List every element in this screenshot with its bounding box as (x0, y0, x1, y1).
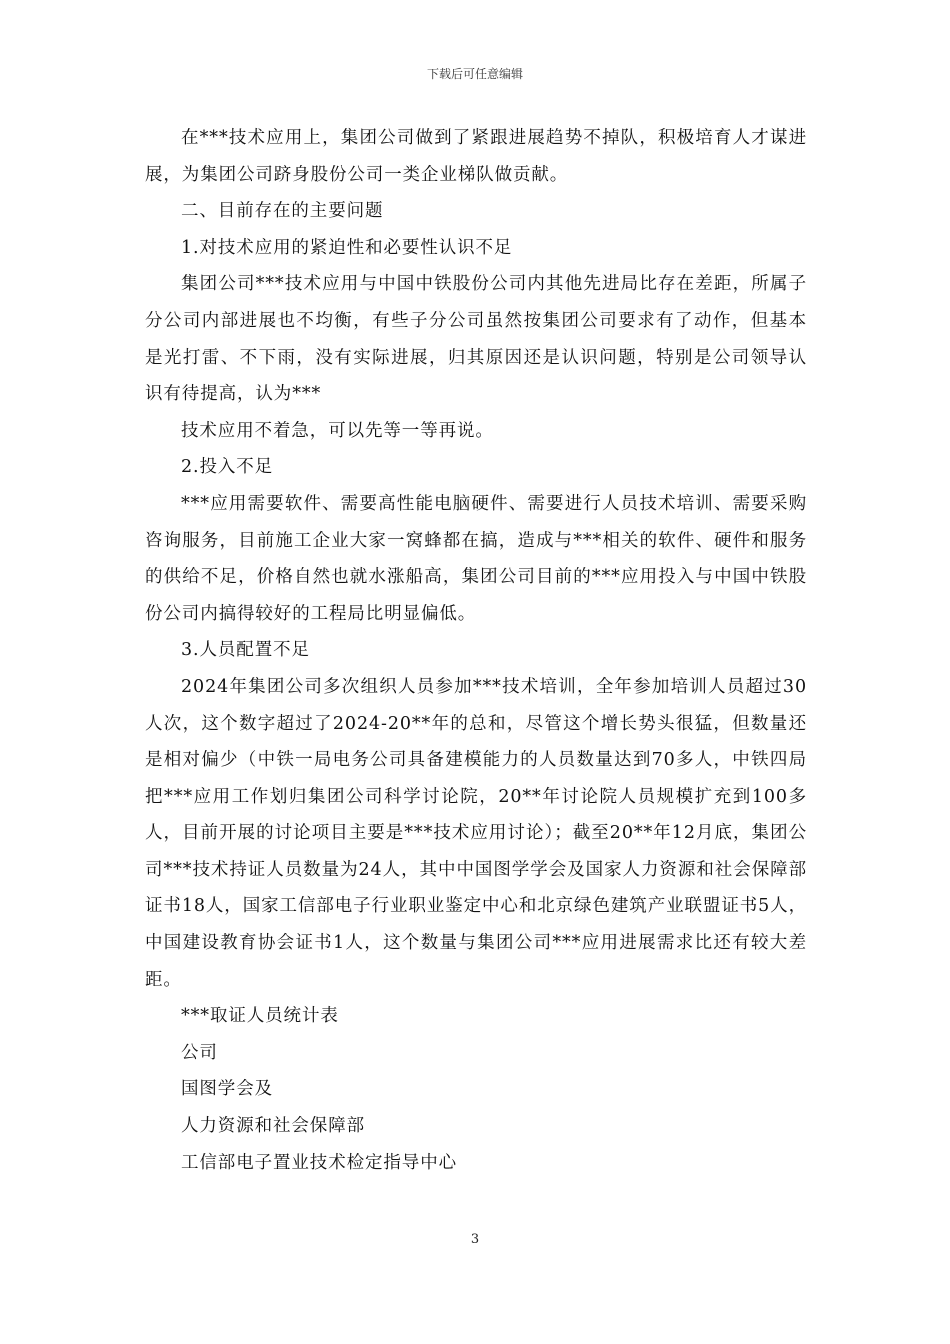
section-heading-problems: 二、目前存在的主要问题 (181, 201, 384, 222)
paragraph-awareness: 集团公司***技术应用与中国中铁股份公司内其他先进局比存在差距，所属子分公司内部进展也不均衡，有些子分公司虽然按集团公司要求有了动作，但基本是光打雷、不下雨，没有实际进展，归其原因还是认识问题，特别是公司领导认识有待提高，认为*** (145, 274, 807, 405)
page-number: 3 (470, 1232, 480, 1247)
subheading-awareness: 1.对技术应用的紧迫性和必要性认识不足 (181, 237, 513, 258)
table-caption: ***取证人员统计表 (181, 1006, 339, 1027)
paragraph-awareness-cont: 技术应用不着急，可以先等一等再说。 (181, 420, 494, 441)
table-header-graphics-society: 国图学会及 (181, 1079, 273, 1100)
subheading-investment: 2.投入不足 (181, 457, 274, 478)
table-header-miit-center: 工信部电子置业技术检定指导中心 (181, 1152, 457, 1173)
paragraph-intro: 在***技术应用上，集团公司做到了紧跟进展趋势不掉队，积极培育人才谋进展，为集团公司跻身股份公司一类企业梯队做贡献。 (145, 128, 807, 185)
paragraph-investment: ***应用需要软件、需要高性能电脑硬件、需要进行人员技术培训、需要采购咨询服务，目前施工企业大家一窝蜂都在搞，造成与***相关的软件、硬件和服务的供给不足，价格自然也就水涨船高，集团公司目前的***应用投入与中国中铁股份公司内搞得较好的工程局比明显偏低。 (145, 493, 807, 624)
document-body (145, 120, 807, 1181)
table-header-company: 公司 (181, 1042, 218, 1063)
paragraph-staffing: 2024年集团公司多次组织人员参加***技术培训，全年参加培训人员超过30人次，这个数字超过了2024-20**年的总和，尽管这个增长势头很猛，但数量还是相对偏少（中铁一局电务公司具备建模能力的人员数量达到70多人，中铁四局把***应用工作划归集团公司科学讨论院，20**年讨论院人员规模扩充到100多人，目前开展的讨论项目主要是***技术应用讨论）；截至20**年12月底，集团公司***技术持证人员数量为24人，其中中国图学学会及国家人力资源和社会保障部证书18人，国家工信部电子行业职业鉴定中心和北京绿色建筑产业联盟证书5人，中国建设教育协会证书1人，这个数量与集团公司***应用进展需求比还有较大差距。 (145, 676, 807, 990)
table-header-hr-ministry: 人力资源和社会保障部 (181, 1116, 365, 1137)
subheading-staffing: 3.人员配置不足 (181, 640, 310, 661)
page-header: 下载后可任意编辑 (426, 67, 523, 81)
